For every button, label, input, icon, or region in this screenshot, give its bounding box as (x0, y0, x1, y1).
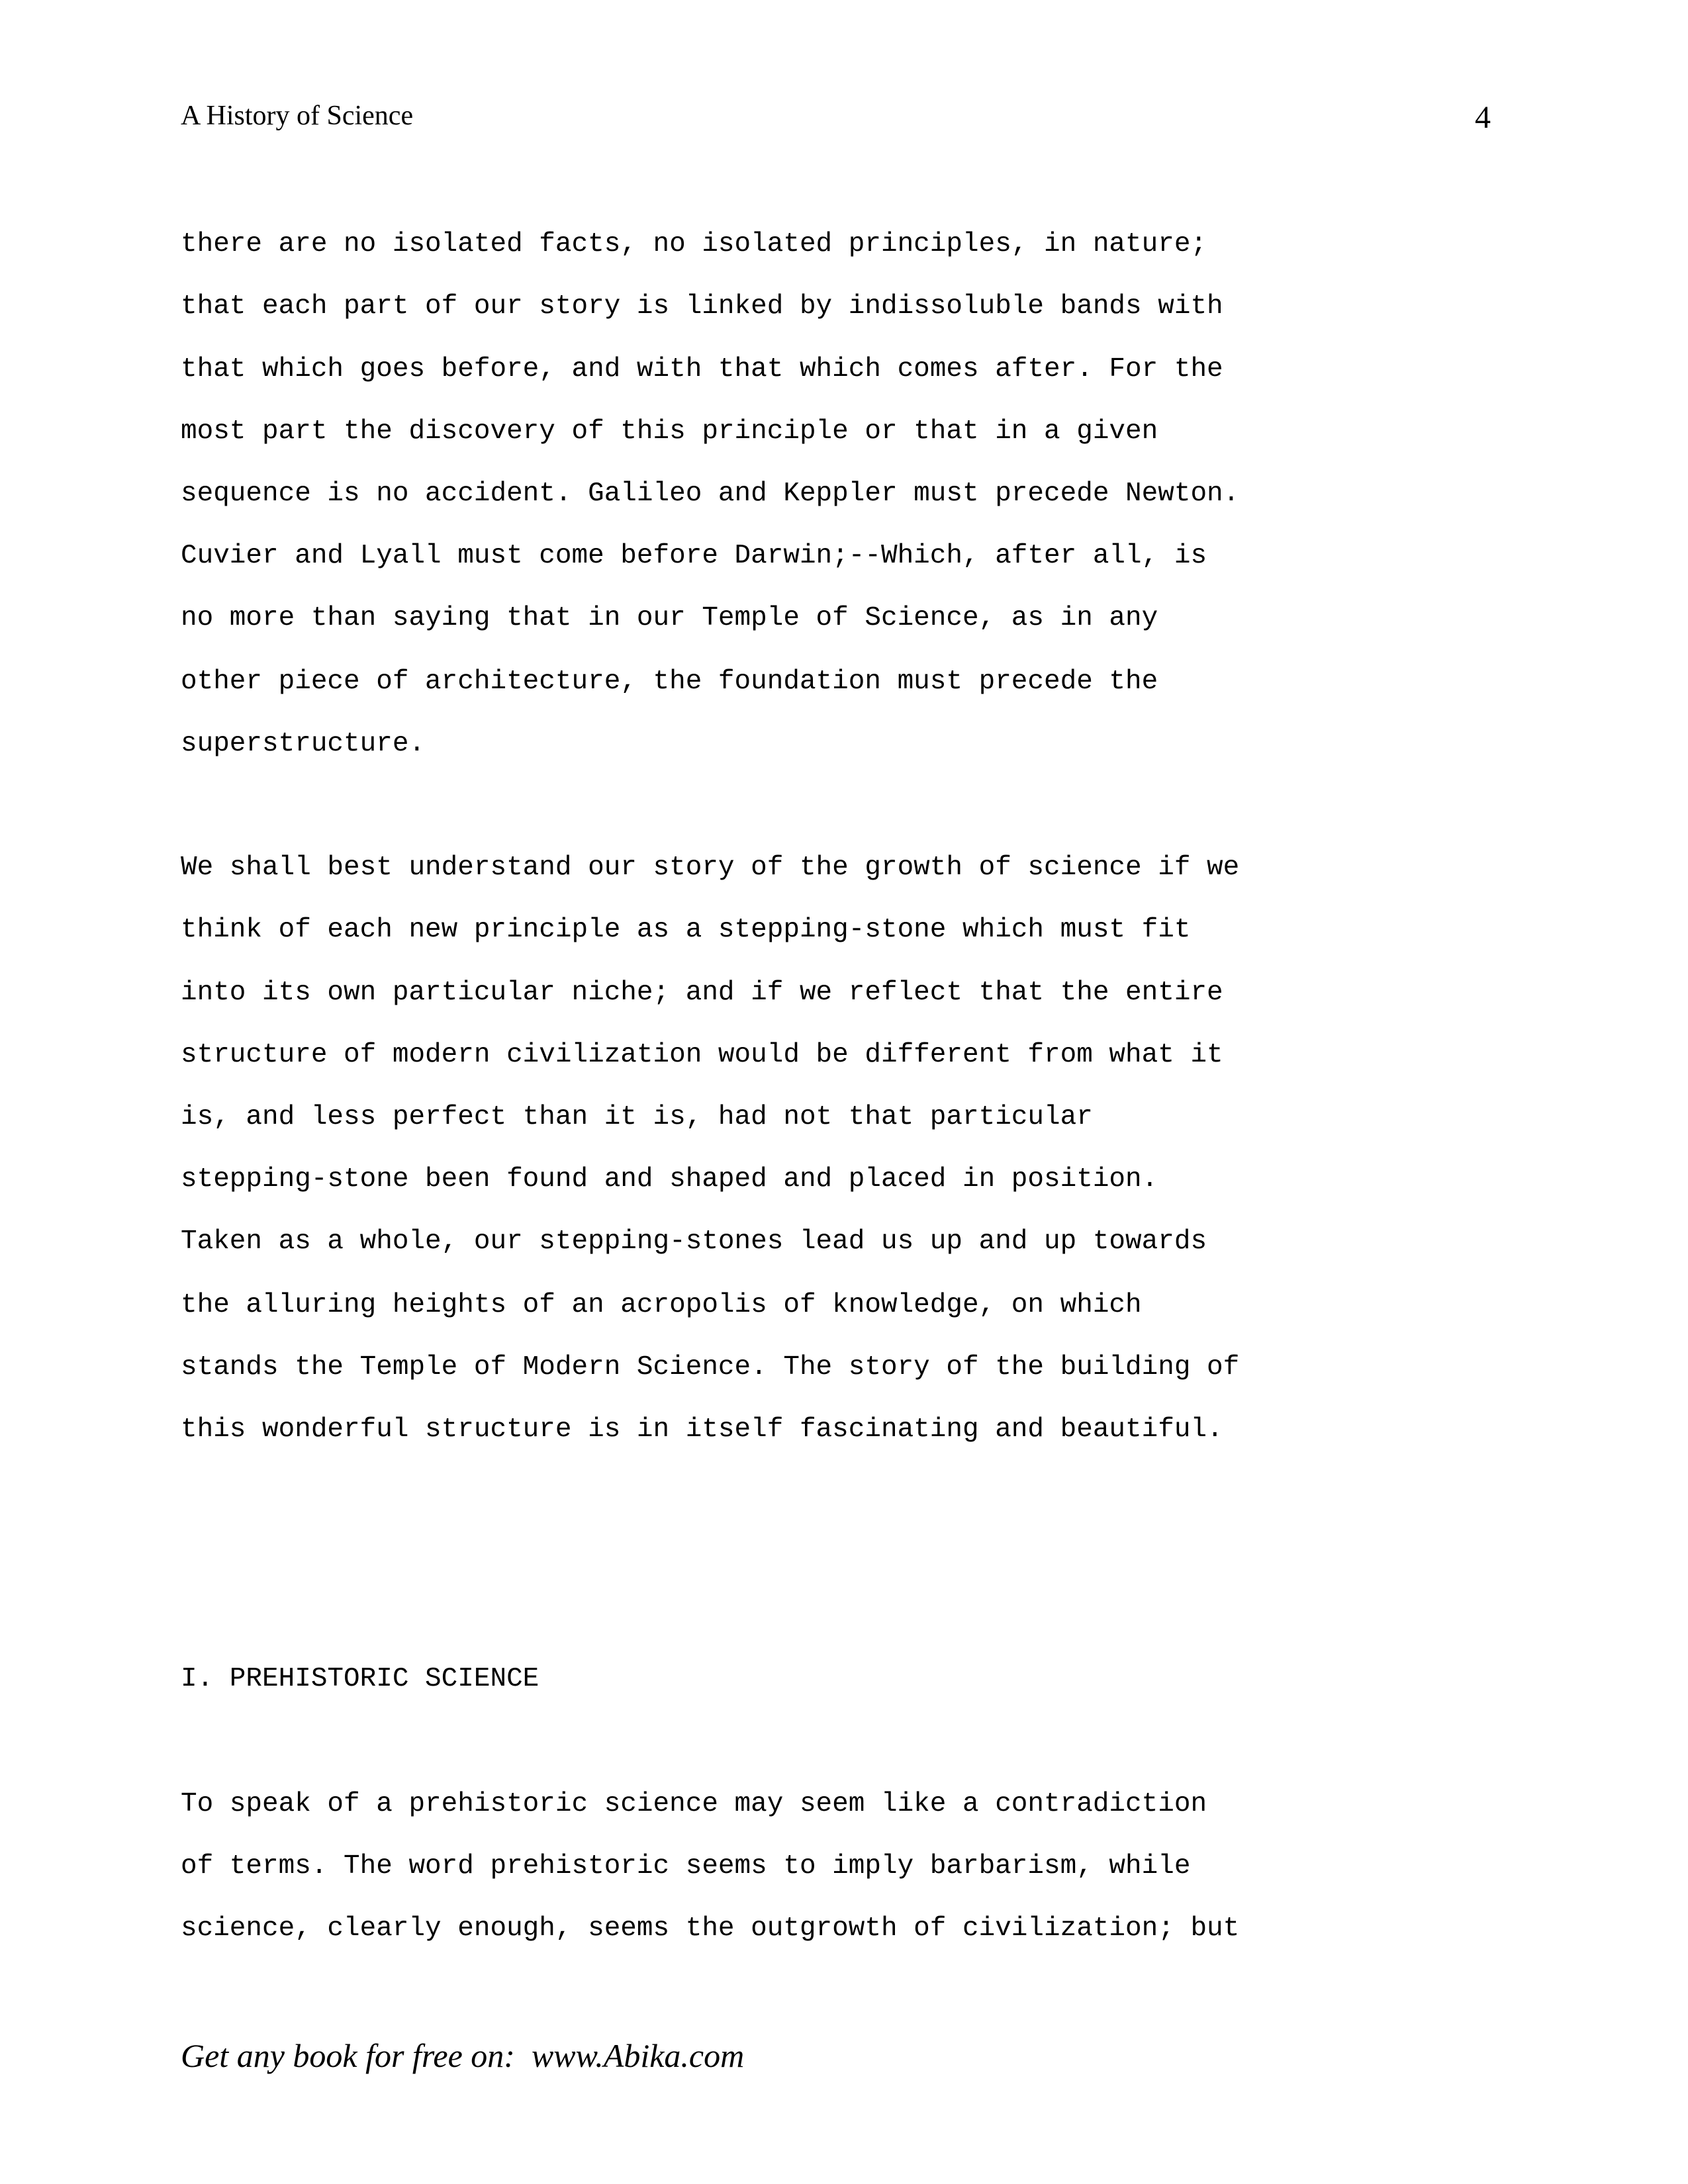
body-line: science, clearly enough, seems the outgrowth of civilization; but (181, 1913, 1240, 1944)
body-line: that each part of our story is linked by indissoluble bands with (181, 291, 1223, 322)
body-line: sequence is no accident. Galileo and Keppler must precede Newton. (181, 478, 1240, 509)
body-line: Cuvier and Lyall must come before Darwin;--Which, after all, is (181, 541, 1207, 571)
section-heading: I. PREHISTORIC SCIENCE (181, 1664, 539, 1694)
body-line: think of each new principle as a stepping-stone which must fit (181, 915, 1191, 945)
body-line: that which goes before, and with that which comes after. For the (181, 354, 1223, 385)
body-line: no more than saying that in our Temple of Science, as in any (181, 603, 1158, 633)
body-line: superstructure. (181, 729, 426, 759)
body-line: there are no isolated facts, no isolated principles, in nature; (181, 229, 1207, 259)
running-title: A History of Science (181, 101, 414, 131)
body-line: Taken as a whole, our stepping-stones lead us up and up towards (181, 1226, 1207, 1257)
body-line: structure of modern civilization would be different from what it (181, 1040, 1223, 1070)
body-line: stepping-stone been found and shaped and placed in position. (181, 1164, 1158, 1195)
body-line: is, and less perfect than it is, had not that particular (181, 1102, 1093, 1132)
footer-promo: Get any book for free on: www.Abika.com (181, 2037, 745, 2074)
page-number: 4 (1475, 100, 1491, 135)
body-line: We shall best understand our story of the growth of science if we (181, 852, 1240, 883)
body-line: other piece of architecture, the foundation must precede the (181, 666, 1158, 697)
body-line: To speak of a prehistoric science may seem like a contradiction (181, 1789, 1207, 1819)
body-line: stands the Temple of Modern Science. The story of the building of (181, 1352, 1240, 1383)
body-line: of terms. The word prehistoric seems to imply barbarism, while (181, 1851, 1191, 1882)
body-line: into its own particular niche; and if we reflect that the entire (181, 978, 1223, 1008)
body-line: the alluring heights of an acropolis of knowledge, on which (181, 1290, 1142, 1320)
body-line: this wonderful structure is in itself fascinating and beautiful. (181, 1414, 1223, 1445)
body-line: most part the discovery of this principle or that in a given (181, 416, 1158, 447)
